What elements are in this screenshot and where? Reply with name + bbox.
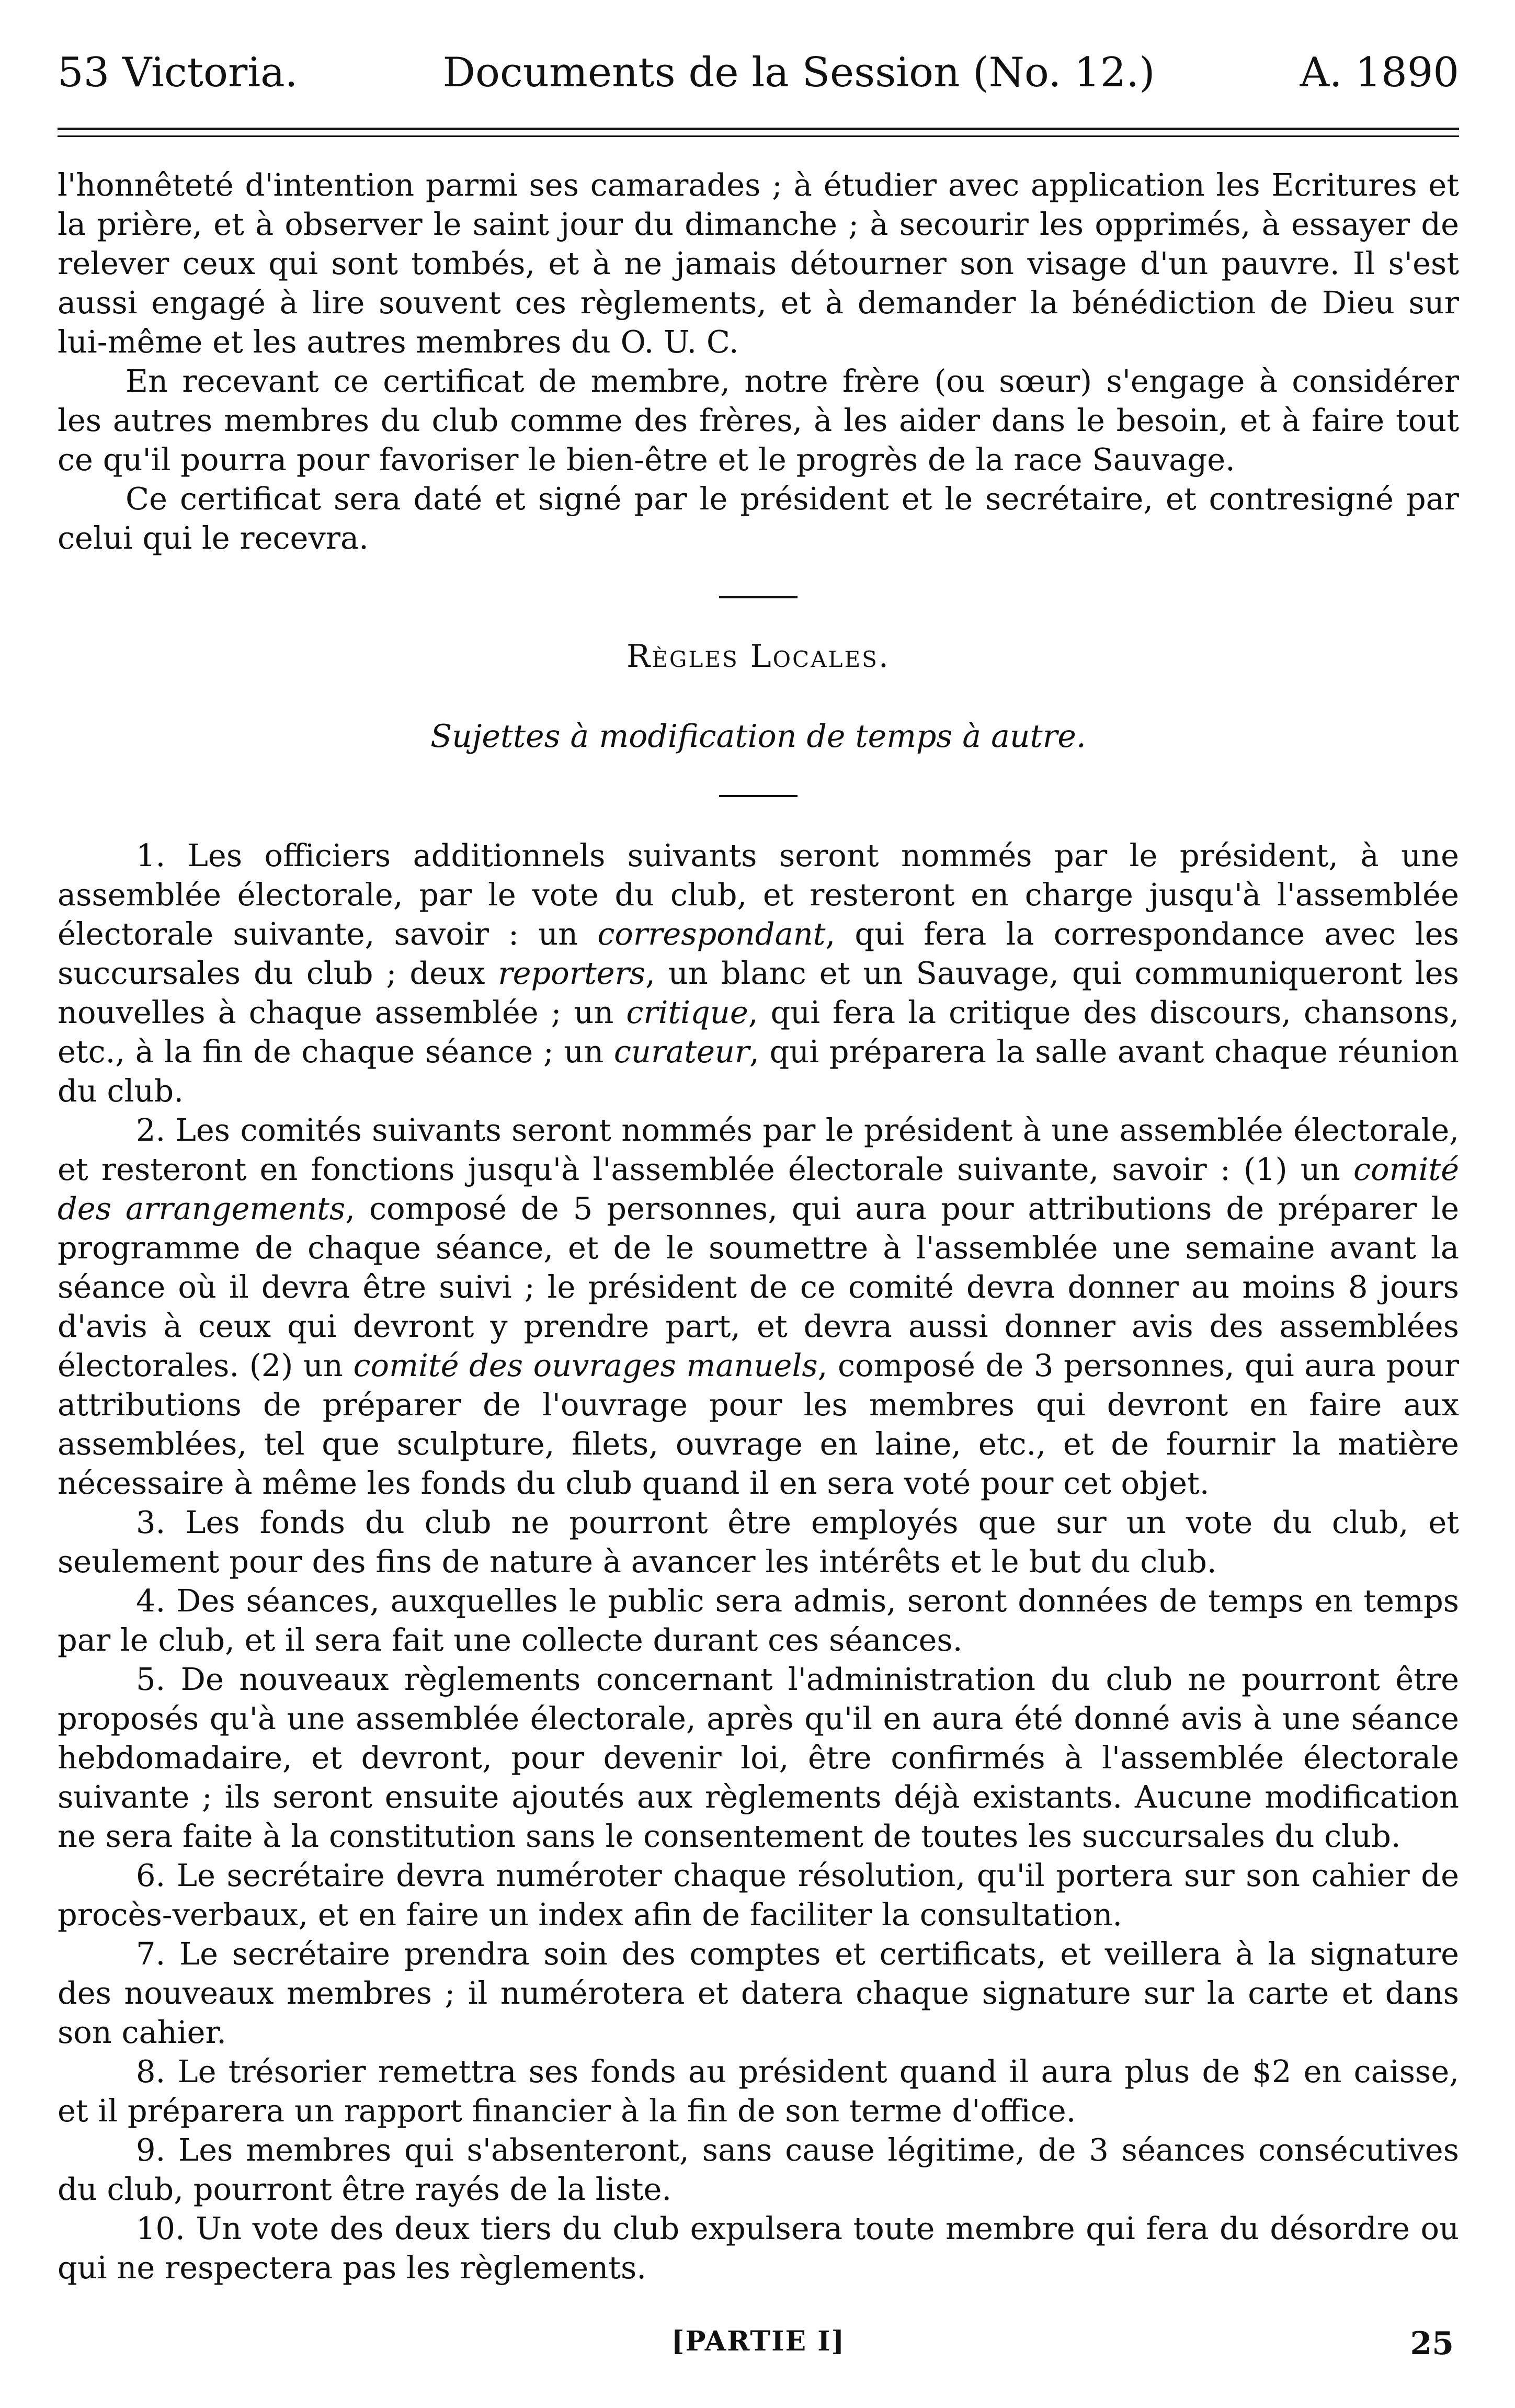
- part-label: [PARTIE I]: [671, 2325, 846, 2357]
- rule-1: [58, 836, 1459, 1110]
- rule-5: 5. De nouveaux règlements concernant l'administration du club ne pourront être proposés qu'à une assemblée électorale, après qu'il en aura été donné avis à une séance hebdomadaire, et devront, pour devenir loi, être confirmés à l'assemblée électorale suivante ; ils seront ensuite ajoutés aux règlements déjà existants. Aucune modification ne sera faite à la constitution sans le consentement de toutes les succursales du club.: [58, 1661, 1459, 1854]
- running-header: [58, 49, 1459, 110]
- header-volume: 53 Victoria.: [58, 49, 298, 96]
- rule-1-term-critique: critique: [626, 994, 748, 1030]
- rule-9: 9. Les membres qui s'absenteront, sans cause légitime, de 3 séances consécutives du club, pourront être rayés de la liste.: [58, 2132, 1459, 2207]
- rule-8: 8. Le trésorier remettra ses fonds au président quand il aura plus de $2 en caisse, et il préparera un rapport financier à la fin de son terme d'office.: [58, 2053, 1459, 2129]
- section-title: Règles Locales.: [626, 638, 890, 675]
- rule-2-term-ouvrages: comité des ouvrages manuels: [353, 1347, 818, 1383]
- header-title: Documents de la Session (No. 12.): [442, 49, 1155, 96]
- rule-7: 7. Le secrétaire prendra soin des comptes et certificats, et veillera à la signature des nouveaux membres ; il numérotera et datera chaque signature sur la carte et dans son cahier.: [58, 1936, 1459, 2050]
- rule-1-text-g: , qui fera la critique des discours, chansons, etc., à la fin de chaque séance ; un: [58, 994, 1459, 1070]
- rule-1-term-reporters: reporters: [498, 955, 646, 991]
- intro-paragraph-1: l'honnêteté d'intention parmi ses camarades ; à étudier avec application les Ecritures et la prière, et à observer le saint jour du dimanche ; à secourir les opprimés, à essayer de relever ceux qui sont tombés, et à ne jamais détourner son visage d'un pauvre. Il s'est aussi engagé à lire souvent ces règlements, et à demander la bénédiction de Dieu sur lui-même et les autres membres du O. U. C.: [58, 167, 1459, 360]
- rule-1-term-correspondant: correspondant: [597, 916, 826, 952]
- rule-1-text-e: , un blanc et un Sauvage, qui communiqueront les nouvelles à chaque assemblée ; un: [58, 955, 1459, 1030]
- rule-2-text-c: , composé de 5 personnes, qui aura pour attributions de préparer le programme de chaque séance, et de le soumettre à l'assemblée une semaine avant la séance où il devra être suivi ; le président de ce comité devra donner au moins 8 jours d'avis à ceux qui devront y prendre part, et devra aussi donner avis des assemblées électorales. (2) un: [58, 1190, 1460, 1383]
- rule-1-text-i: , qui préparera la salle avant chaque réunion du club.: [58, 1033, 1459, 1109]
- rule-1-term-curateur: curateur: [613, 1033, 750, 1070]
- rule-1-text-a: 1. Les officiers additionnels suivants seront nommés par le président, à une assemblée électorale, par le vote du club, et resteront en charge jusqu'à l'assemblée électorale suivante, savoir : un: [58, 837, 1459, 952]
- rule-6: 6. Le secrétaire devra numéroter chaque résolution, qu'il portera sur son cahier de procès-verbaux, et en faire un index afin de faciliter la consultation.: [58, 1857, 1459, 1933]
- intro-paragraph-2: En recevant ce certificat de membre, notre frère (ou sœur) s'engage à considérer les autres membres du club comme des frères, à les aider dans le besoin, et à faire tout ce qu'il pourra pour favoriser le bien-être et le progrès de la race Sauvage.: [58, 363, 1459, 478]
- rule-4: 4. Des séances, auxquelles le public sera admis, seront données de temps en temps par le club, et il sera fait une collecte durant ces séances.: [58, 1583, 1459, 1658]
- section-subtitle: Sujettes à modification de temps à autre.: [430, 718, 1086, 755]
- section-divider-top: [719, 596, 798, 598]
- rule-2: [58, 1110, 1459, 1503]
- body-text: [58, 165, 1459, 2287]
- page-number: 25: [1410, 2325, 1454, 2362]
- rule-10: 10. Un vote des deux tiers du club expulsera toute membre qui fera du désordre ou qui ne respectera pas les règlements.: [58, 2210, 1459, 2286]
- document-page: [58, 49, 1460, 2364]
- rule-2-term-arrangements: comité des arrangements: [58, 1151, 1459, 1226]
- header-double-rule: [58, 128, 1459, 137]
- rule-3: 3. Les fonds du club ne pourront être employés que sur un vote du club, et seulement pour des fins de nature à avancer les intérêts et le but du club.: [58, 1504, 1459, 1580]
- page-footer: [58, 2325, 1459, 2367]
- rules-list: [58, 836, 1459, 2287]
- rule-1-text-c: , qui fera la correspondance avec les succursales du club ; deux: [58, 916, 1459, 991]
- intro-paragraph-3: Ce certificat sera daté et signé par le président et le secrétaire, et contresigné par celui qui le recevra.: [58, 481, 1459, 556]
- section-divider-bottom: [719, 795, 798, 797]
- rule-2-text-e: , composé de 3 personnes, qui aura pour attributions de préparer de l'ouvrage pour les membres qui devront en faire aux assemblées, tel que sculpture, filets, ouvrage en laine, etc., et de fournir la matière nécessaire à même les fonds du club quand il en sera voté pour cet objet.: [58, 1347, 1460, 1501]
- header-year: A. 1890: [1300, 49, 1459, 96]
- rule-2-text-a: 2. Les comités suivants seront nommés par le président à une assemblée électorale, et resteront en fonctions jusqu'à l'assemblée électorale suivante, savoir : (1) un: [58, 1112, 1459, 1187]
